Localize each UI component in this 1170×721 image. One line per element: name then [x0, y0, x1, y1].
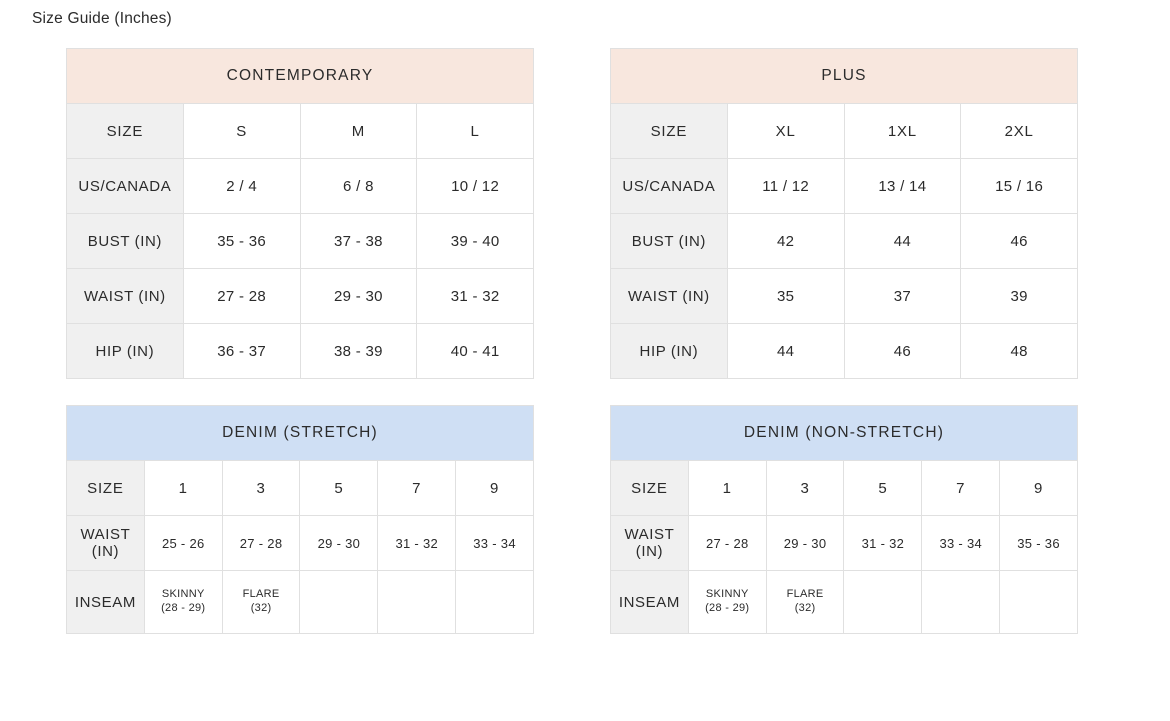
table-cell	[222, 571, 300, 634]
row-label: WAIST (IN)	[67, 269, 184, 324]
table-header-row	[67, 104, 534, 159]
table-cell: 36 - 37	[183, 324, 300, 379]
table-denim-non-stretch	[610, 405, 1078, 634]
table-cell: 15 / 16	[961, 159, 1078, 214]
column-header-xl: XL	[727, 104, 844, 159]
table-caption-row	[67, 49, 534, 104]
row-label: US/CANADA	[611, 159, 728, 214]
table-cell: 37	[844, 269, 961, 324]
table-caption: CONTEMPORARY	[67, 49, 534, 104]
table-cell: 11 / 12	[727, 159, 844, 214]
inseam-length: (28 - 29)	[705, 602, 750, 614]
table-row	[67, 516, 534, 571]
table-caption-row	[67, 406, 534, 461]
inseam-length: (32)	[794, 602, 816, 614]
table-cell: 27 - 28	[688, 516, 766, 571]
table-cell: 29 - 30	[300, 516, 378, 571]
spacer	[610, 379, 1078, 405]
left-column	[66, 48, 534, 634]
table-row	[67, 571, 534, 634]
table-row	[67, 159, 534, 214]
table-cell: 33 - 34	[922, 516, 1000, 571]
table-caption-row	[611, 49, 1078, 104]
column-header-size: SIZE	[611, 461, 689, 516]
column-header-1: 1	[688, 461, 766, 516]
table-cell: 37 - 38	[300, 214, 417, 269]
table-row	[611, 214, 1078, 269]
column-header-1: 1	[144, 461, 222, 516]
table-cell: 46	[844, 324, 961, 379]
table-cell: 44	[844, 214, 961, 269]
table-cell: 6 / 8	[300, 159, 417, 214]
table-row	[67, 214, 534, 269]
row-label: BUST (IN)	[611, 214, 728, 269]
table-cell: 39	[961, 269, 1078, 324]
row-label: INSEAM	[67, 571, 145, 634]
table-row	[611, 516, 1078, 571]
table-cell	[922, 571, 1000, 634]
column-header-s: S	[183, 104, 300, 159]
table-cell: 13 / 14	[844, 159, 961, 214]
row-label: INSEAM	[611, 571, 689, 634]
column-header-9: 9	[1000, 461, 1078, 516]
column-header-7: 7	[922, 461, 1000, 516]
table-cell: 33 - 34	[456, 516, 534, 571]
table-cell: 29 - 30	[300, 269, 417, 324]
table-cell	[688, 571, 766, 634]
inseam-type: SKINNY	[161, 588, 205, 601]
table-cell: 40 - 41	[417, 324, 534, 379]
inseam-type: SKINNY	[705, 588, 749, 601]
table-cell: 27 - 28	[183, 269, 300, 324]
row-label: BUST (IN)	[67, 214, 184, 269]
inseam-type: FLARE	[786, 588, 824, 601]
table-row	[611, 571, 1078, 634]
table-cell	[844, 571, 922, 634]
table-cell	[456, 571, 534, 634]
table-cell: 46	[961, 214, 1078, 269]
page-title: Size Guide (Inches)	[32, 10, 172, 27]
right-column	[610, 48, 1078, 634]
inseam-length: (32)	[250, 602, 272, 614]
table-plus	[610, 48, 1078, 379]
table-cell: 31 - 32	[417, 269, 534, 324]
table-row	[611, 159, 1078, 214]
table-cell	[766, 571, 844, 634]
row-label: HIP (IN)	[67, 324, 184, 379]
table-cell: 38 - 39	[300, 324, 417, 379]
row-label: US/CANADA	[67, 159, 184, 214]
table-cell: 29 - 30	[766, 516, 844, 571]
row-label: HIP (IN)	[611, 324, 728, 379]
column-header-size: SIZE	[67, 104, 184, 159]
table-cell	[144, 571, 222, 634]
table-row	[611, 324, 1078, 379]
table-caption-row	[611, 406, 1078, 461]
column-header-m: M	[300, 104, 417, 159]
table-caption: DENIM (NON-STRETCH)	[611, 406, 1078, 461]
table-row	[67, 269, 534, 324]
table-cell: 27 - 28	[222, 516, 300, 571]
table-denim-stretch	[66, 405, 534, 634]
column-header-size: SIZE	[611, 104, 728, 159]
table-caption: DENIM (STRETCH)	[67, 406, 534, 461]
row-label: WAIST (IN)	[67, 516, 145, 571]
column-header-3: 3	[222, 461, 300, 516]
table-cell: 48	[961, 324, 1078, 379]
column-header-2xl: 2XL	[961, 104, 1078, 159]
table-cell: 10 / 12	[417, 159, 534, 214]
table-cell: 31 - 32	[844, 516, 922, 571]
table-cell: 35 - 36	[183, 214, 300, 269]
column-header-3: 3	[766, 461, 844, 516]
inseam-type: FLARE	[242, 588, 280, 601]
table-cell: 35 - 36	[1000, 516, 1078, 571]
table-cell: 31 - 32	[378, 516, 456, 571]
inseam-length: (28 - 29)	[161, 602, 206, 614]
table-row	[611, 269, 1078, 324]
column-header-5: 5	[300, 461, 378, 516]
table-header-row	[611, 104, 1078, 159]
table-cell: 42	[727, 214, 844, 269]
table-cell: 25 - 26	[144, 516, 222, 571]
spacer	[66, 379, 534, 405]
table-cell: 39 - 40	[417, 214, 534, 269]
table-row	[67, 324, 534, 379]
table-cell	[378, 571, 456, 634]
column-header-size: SIZE	[67, 461, 145, 516]
row-label: WAIST (IN)	[611, 516, 689, 571]
column-header-l: L	[417, 104, 534, 159]
column-header-1xl: 1XL	[844, 104, 961, 159]
table-cell: 2 / 4	[183, 159, 300, 214]
table-cell	[1000, 571, 1078, 634]
column-header-5: 5	[844, 461, 922, 516]
row-label: WAIST (IN)	[611, 269, 728, 324]
table-cell: 35	[727, 269, 844, 324]
table-cell	[300, 571, 378, 634]
table-cell: 44	[727, 324, 844, 379]
column-header-9: 9	[456, 461, 534, 516]
column-header-7: 7	[378, 461, 456, 516]
table-header-row	[67, 461, 534, 516]
table-contemporary	[66, 48, 534, 379]
table-header-row	[611, 461, 1078, 516]
table-caption: PLUS	[611, 49, 1078, 104]
